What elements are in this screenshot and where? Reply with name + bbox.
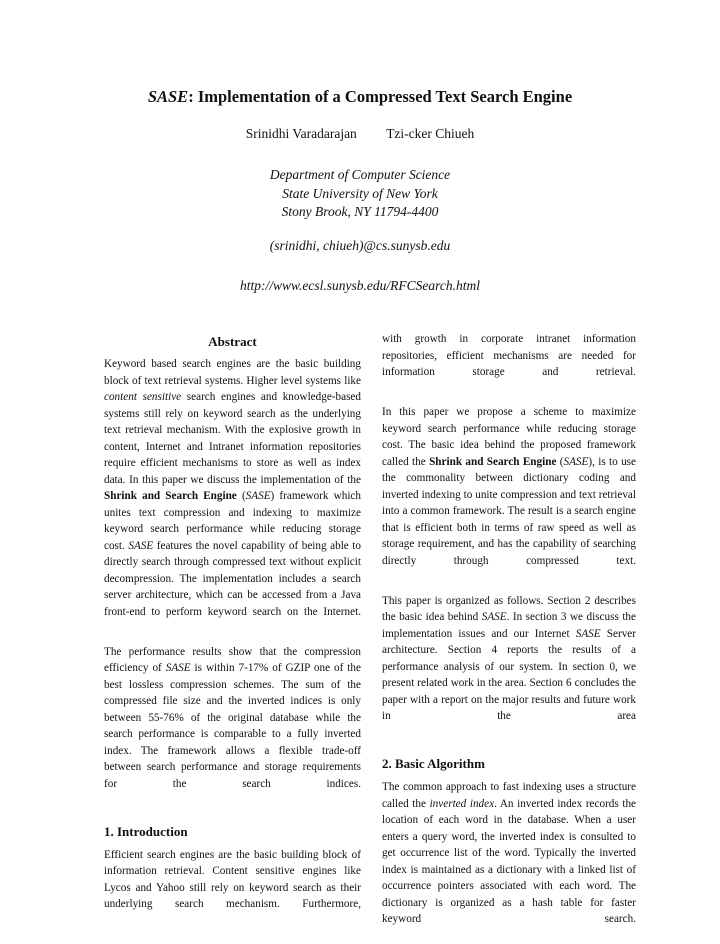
author-2: Tzi-cker Chiueh <box>386 126 475 141</box>
intro-continued-paragraph: with growth in corporate intranet information repositories, efficient mechanisms are needed for information storage and retrieval. <box>382 333 636 378</box>
authors <box>0 126 720 142</box>
affil-univ: State University of New York <box>282 185 438 201</box>
basic-algorithm-paragraph: The common approach to fast indexing uses a structure called the inverted index. An inverted index records the location of each word in the database. When a user enters a query word, the inverted index is consulted to get occurrence list of the word. Typically the inverted index is maintained as a dictionary with a linked list of occurrence pointers associated with each word. The dictionary is organized as a hash table for faster keyword search. <box>382 781 637 925</box>
author-email: (srinidhi, chiueh)@cs.sunysb.edu <box>269 238 451 253</box>
left-column <box>104 331 361 929</box>
affil-dept: Department of Computer Science <box>269 167 451 182</box>
project-url: http://www.ecsl.sunysb.edu/RFCSearch.html <box>240 278 480 293</box>
abstract-heading: Abstract <box>208 334 257 349</box>
right-column <box>382 331 636 944</box>
section-2-heading: 2. Basic Algorithm <box>382 756 485 771</box>
abstract-paragraph-1: Keyword based search engines are the basic building block of text retrieval systems. Higher level systems like content sensitive search engines and knowledge-based systems still rely on keyword search as the underlying text retrieval mechanism. With the explosive growth in content, Internet and Intranet information repositories require efficient mechanisms to store as well as index data. In this paper we discuss the implementation of the Shrink and Search Engine (SASE) framework which unites text compression and indexing to maximize keyword search performance while reducing storage cost. SASE features the novel capability of being able to directly search through compressed text without explicit decompression. The implementation includes a search server architecture, which can be accessed from a Java front-end to perform keyword search on the Internet. <box>104 358 362 618</box>
title-sase: SASE <box>147 87 189 106</box>
title-rest: : Implementation of a Compressed Text Search Engine <box>188 87 573 106</box>
affil-city: Stony Brook, NY 11794-4400 <box>281 204 439 219</box>
affiliation <box>0 166 720 222</box>
section-1-heading: 1. Introduction <box>104 823 188 839</box>
organization-paragraph: This paper is organized as follows. Section 2 describes the basic idea behind SASE. In section 3 we discuss the implementation issues and our Internet SASE Server architecture. Section 4 reports the results of a performance analysis of our system. In section 0, we present related work in the area. Section 6 concludes the paper with a report on the major results and future work in the area <box>382 594 636 722</box>
author-1: Srinidhi Varadarajan <box>245 126 357 141</box>
proposal-paragraph: In this paper we propose a scheme to maximize keyword search performance while reducing storage cost. The basic idea behind the proposed framework called the Shrink and Search Engine (SASE), is to use the commonality between dictionary coding and inverted indexing to unite compression and text retrieval into a common framework. The result is a search engine that is efficient both in terms of raw speed as well as storage requirement, and has the capability of searching directly through compressed text. <box>382 406 636 567</box>
paper-title <box>0 87 720 107</box>
abstract-paragraph-2: The performance results show that the compression efficiency of SASE is within 7-17% of GZIP one of the best lossless compression schemes. The sum of the compressed file size and the inverted indices is only between 55-76% of the original database while the search performance is comparable to a fully inverted index. The framework allows a flexible trade-off between search performance and storage requirements for the search indices. <box>104 645 361 790</box>
intro-paragraph: Efficient search engines are the basic building block of information retrieval. Content sensitive engines like Lycos and Yahoo still rely on keyword search as their underlying search mechanism. Furthermore, <box>104 848 361 910</box>
